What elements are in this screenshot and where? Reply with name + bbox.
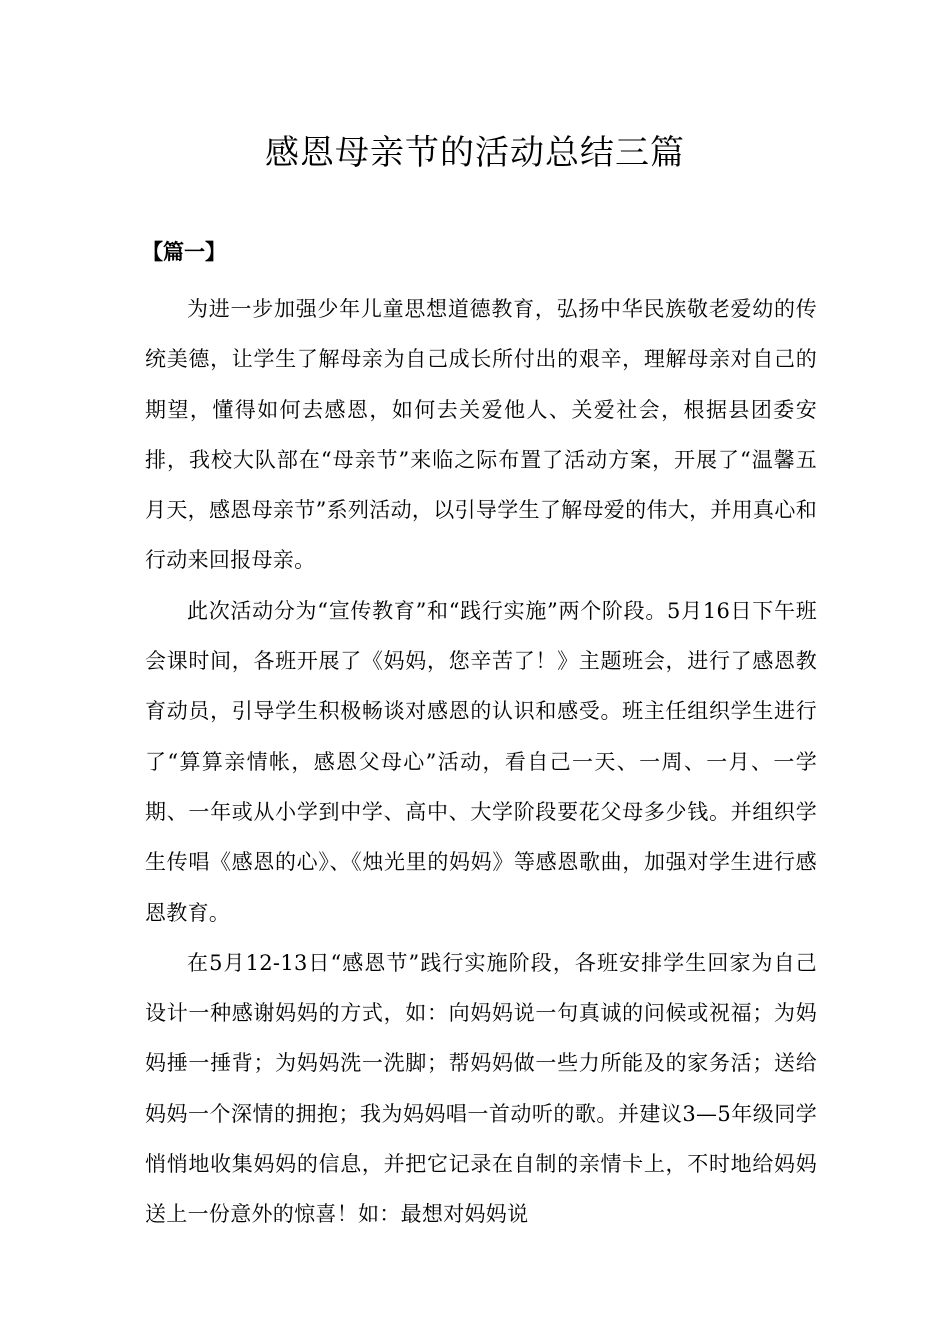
paragraph: 此次活动分为“宣传教育”和“践行实施”两个阶段。5月16日下午班会课时间，各班开展了《妈妈，您辛苦了！》主题班会，进行了感恩教育动员，引导学生积极畅谈对感恩的认识和感受。班主任组织学生进行了“算算亲情帐，感恩父母心”活动，看自己一天、一周、一月、一学期、一年或从小学到中学、高中、大学阶段要花父母多少钱。并组织学生传唱《感恩的心》、《烛光里的妈妈》等感恩歌曲，加强对学生进行感恩教育。 — [145, 598, 817, 925]
paragraph: 在5月12-13日“感恩节”践行实施阶段，各班安排学生回家为自己设计一种感谢妈妈的方式，如：向妈妈说一句真诚的问候或祝福；为妈妈捶一捶背；为妈妈洗一洗脚；帮妈妈做一些力所能及的家务活；送给妈妈一个深情的拥抱；我为妈妈唱一首动听的歌。并建议3—5年级同学悄悄地收集妈妈的信息，并把它记录在自制的亲情卡上，不时地给妈妈送上一份意外的惊喜！如：最想对妈妈说 — [145, 950, 817, 1227]
paragraph: 为进一步加强少年儿童思想道德教育，弘扬中华民族敬老爱幼的传统美德，让学生了解母亲为自己成长所付出的艰辛，理解母亲对自己的期望，懂得如何去感恩，如何去关爱他人、关爱社会，根据县团委安排，我校大队部在“母亲节”来临之际布置了活动方案，开展了“温馨五月天，感恩母亲节”系列活动，以引导学生了解母爱的伟大，并用真心和行动来回报母亲。 — [145, 297, 817, 573]
document-title: 感恩母亲节的活动总结三篇 — [265, 133, 685, 173]
document-body — [145, 284, 817, 1240]
section-label: 【篇一】 — [142, 239, 226, 264]
